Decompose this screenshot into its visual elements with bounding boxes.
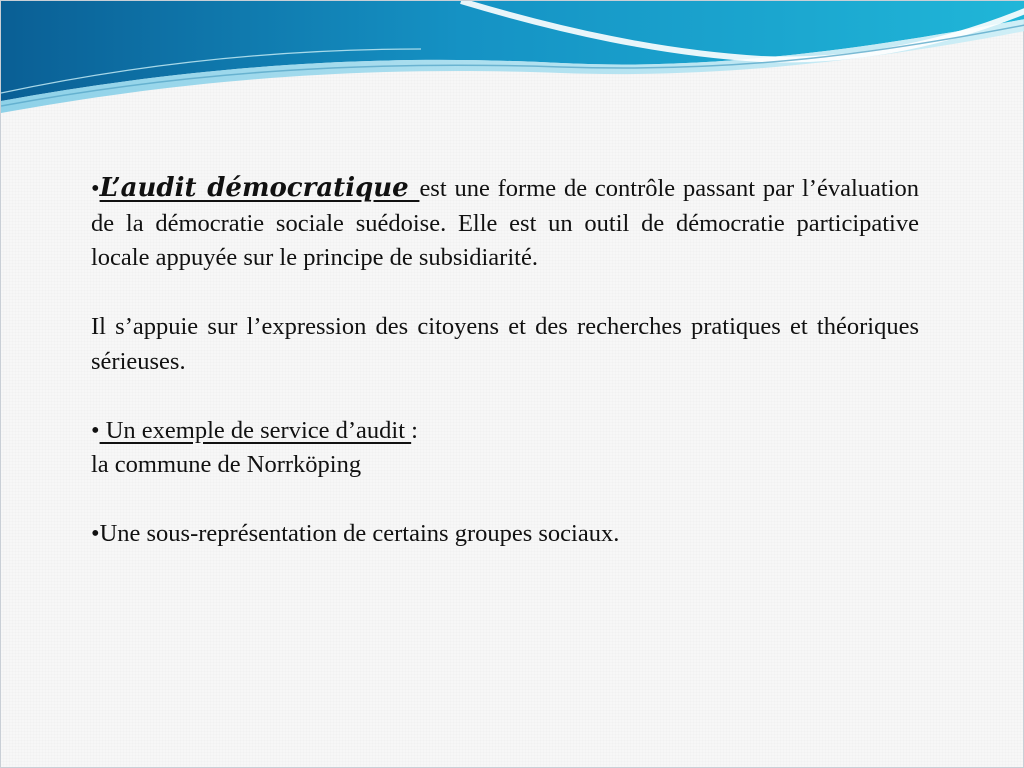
slide-body bbox=[91, 171, 919, 552]
paragraph-citizen-expression bbox=[91, 310, 919, 379]
audit-example-colon: : bbox=[411, 416, 418, 444]
paragraph-underrepresentation bbox=[91, 517, 919, 552]
audit-example-heading: Un exemple de service d’audit bbox=[99, 416, 412, 444]
citizen-expression-text: Il s’appuie sur l’expression des citoyens et des recherches pratiques et théoriques sérieuses. bbox=[91, 313, 919, 375]
header-wave-decoration bbox=[1, 1, 1024, 121]
underrepresentation-text: Une sous-représentation de certains groupes sociaux. bbox=[99, 520, 620, 547]
paragraph-audit-definition bbox=[91, 171, 919, 276]
bullet-marker: • bbox=[91, 520, 100, 547]
paragraph-audit-example bbox=[91, 414, 919, 483]
audit-definition-text: est une forme de contrôle passant par l’évaluation de la démocratie sociale suédoise. Elle est un outil de démocratie participative locale appuyée sur le principe de subsidiarité. bbox=[91, 175, 920, 271]
bullet-marker: • bbox=[91, 175, 100, 202]
audit-example-municipality: la commune de Norrköping bbox=[91, 451, 362, 478]
bullet-marker: • bbox=[91, 416, 100, 444]
audit-title: L’audit démocratique bbox=[99, 173, 420, 203]
